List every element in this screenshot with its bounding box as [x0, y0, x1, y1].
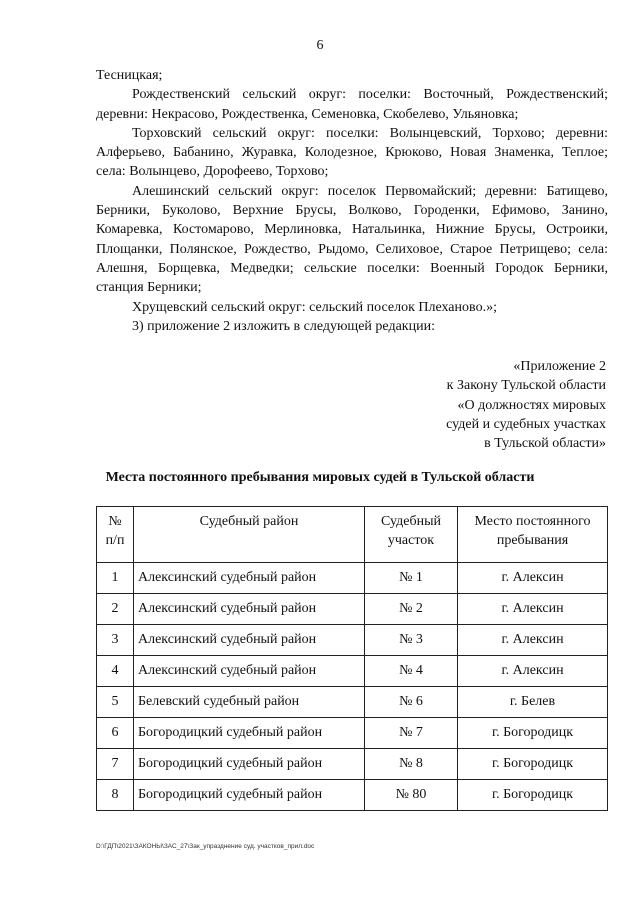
cell-plot: № 7 [365, 718, 458, 749]
header-number: № п/п [97, 507, 134, 563]
table-header-row [97, 507, 608, 563]
paragraph: Тесницкая; [96, 68, 163, 83]
judges-table [96, 506, 608, 811]
cell-plot: № 2 [365, 594, 458, 625]
header-plot: Судебный участок [365, 507, 458, 563]
body-text [96, 66, 608, 336]
cell-number: 5 [97, 687, 134, 718]
paragraph: 3) приложение 2 изложить в следующей редакции: [132, 318, 435, 334]
appendix-line: «О должностях мировых [457, 397, 606, 413]
cell-plot: № 3 [365, 625, 458, 656]
appendix-line: судей и судебных участках [446, 416, 606, 432]
cell-plot: № 8 [365, 749, 458, 780]
cell-number: 2 [97, 594, 134, 625]
table-row [97, 780, 608, 811]
cell-number: 4 [97, 656, 134, 687]
table-row [97, 718, 608, 749]
appendix-line: к Закону Тульской области [446, 378, 606, 394]
page-number: 6 [316, 38, 324, 53]
cell-number: 8 [97, 780, 134, 811]
cell-district: Белевский судебный район [134, 687, 365, 718]
cell-number: 7 [97, 749, 134, 780]
cell-district: Алексинский судебный район [134, 594, 365, 625]
paragraph: Хрущевский сельский округ: сельский поселок Плехановo.»; [132, 299, 498, 315]
cell-district: Богородицкий судебный район [134, 749, 365, 780]
paragraph: Рождественский сельский округ: поселки: Восточный, Рождественский; деревни: Некрасово, Рождественка, Семеновка, Скобелево, Ульяновка; [96, 87, 608, 122]
paragraph: Алешинский сельский округ: поселок Первомайский; деревни: Батищево, Берники, Буколово, Верхние Брусы, Волково, Городенки, Ефимово, Занино, Комаревка, Костомарово, Мерлиновка, Натальинка, Нижние Брусы, Остроики, Площанки, Полянское, Рождество, Рыдомо, Селиховое, Старое Петрищево; села: Алешня, Борщевка, Медведки; сельские поселки: Военный Городок Берники, станция Берники; [96, 183, 608, 296]
table-row [97, 687, 608, 718]
table-row [97, 594, 608, 625]
paragraph: Торховский сельский округ: поселки: Волынцевский, Торхово; деревни: Алферьево, Бабанино, Журавка, Колодезное, Крюково, Новая Знаменка, Теплое; села: Волынцево, Дорофеево, Торхово; [96, 125, 608, 180]
cell-place: г. Алексин [458, 594, 608, 625]
appendix-line: в Тульской области» [484, 436, 606, 452]
cell-district: Богородицкий судебный район [134, 718, 365, 749]
cell-place: г. Алексин [458, 563, 608, 594]
header-district: Судебный район [134, 507, 365, 563]
cell-place: г. Алексин [458, 656, 608, 687]
cell-number: 3 [97, 625, 134, 656]
cell-plot: № 6 [365, 687, 458, 718]
table-title: Места постоянного пребывания мировых судей в Тульской области [105, 470, 535, 485]
cell-number: 1 [97, 563, 134, 594]
table-row [97, 749, 608, 780]
cell-place: г. Богородицк [458, 780, 608, 811]
cell-district: Алексинский судебный район [134, 656, 365, 687]
cell-place: г. Белев [458, 687, 608, 718]
cell-plot: № 4 [365, 656, 458, 687]
cell-plot: № 1 [365, 563, 458, 594]
cell-place: г. Богородицк [458, 749, 608, 780]
appendix-line: «Приложение 2 [513, 359, 606, 374]
cell-place: г. Богородицк [458, 718, 608, 749]
file-path-footer: D:\ГДП\2021\ЗАКОНЫ\ЗАС_27\Зак_упразднение суд. участков_прил.doc [96, 843, 315, 850]
appendix-heading [446, 357, 606, 453]
cell-place: г. Алексин [458, 625, 608, 656]
table-row [97, 563, 608, 594]
header-place: Место постоянного пребывания [458, 507, 608, 563]
cell-district: Алексинский судебный район [134, 563, 365, 594]
table-row [97, 656, 608, 687]
table-row [97, 625, 608, 656]
cell-district: Богородицкий судебный район [134, 780, 365, 811]
cell-plot: № 80 [365, 780, 458, 811]
cell-district: Алексинский судебный район [134, 625, 365, 656]
cell-number: 6 [97, 718, 134, 749]
